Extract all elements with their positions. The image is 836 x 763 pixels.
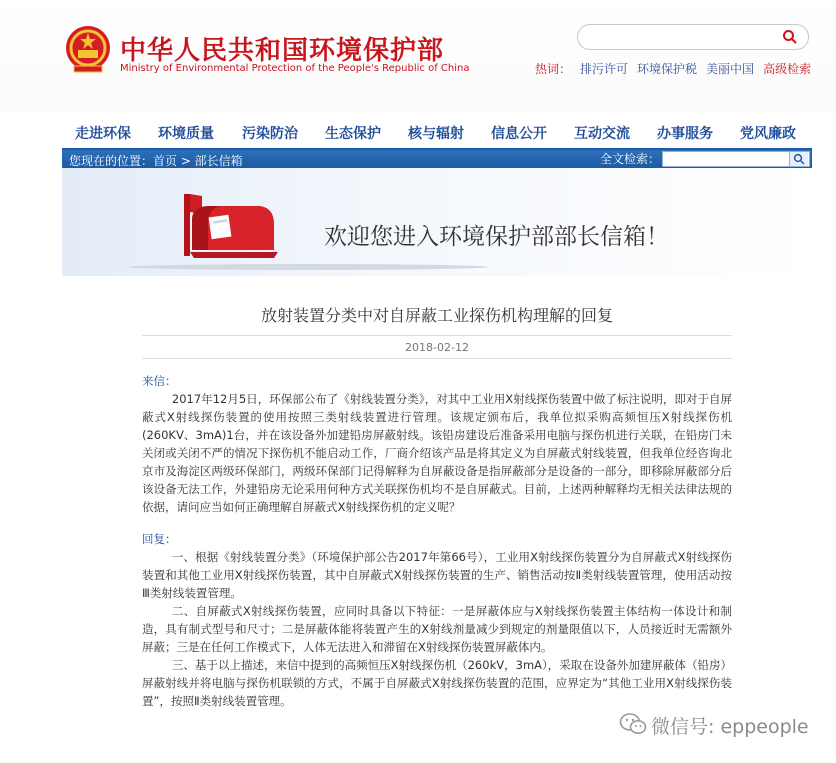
advanced-search-link[interactable]: 高级检索 [763,62,812,76]
hot-link[interactable]: 环境保护税 [637,62,698,76]
site-search [577,24,809,50]
wechat-watermark [619,712,809,740]
nav-item[interactable]: 党风廉政 [740,126,796,142]
site-header [0,0,836,112]
mailbox-banner [62,168,812,276]
reply-paragraph: 三、基于以上描述，来信中提到的高频恒压X射线探伤机（260kV，3mA），采取在设备外加建屏蔽体（铅房）屏蔽射线并将电脑与探伤机联锁的方式，不属于自屏蔽式X射线探伤装置的范围，应界定为“其他工业用X射线探伤装置”，按照Ⅱ类射线装置管理。 [142,658,732,708]
search-icon[interactable] [782,29,798,45]
letter-paragraph: 2017年12月5日，环保部公布了《射线装置分类》，对其中工业用X射线探伤装置中做了标注说明，即对于自屏蔽式X射线探伤装置的使用按照三类射线装置进行管理。该规定颁布后，我单位拟采购高频恒压X射线探伤机(260KV、3mA)1台，并在该设备外加建铅房屏蔽射线。该铅房建设后准备采用电脑与探伤机进行关联，在铅房门未关闭或关闭不严的情况下探伤机不能启动工作，厂商介绍该产品是将其定义为自屏蔽式射线装置，但我单位经咨询北京市及海淀区两级环保部门，两级环保部门记得解释为自屏蔽设备是指屏蔽部分是设备的一部分，即移除屏蔽部分后该设备无法工作，外建铅房无论采用何种方式关联探伤机均不是自屏蔽式。目前，上述两种解释均无相关法律法规的依据，请问应当如何正确理解自屏蔽式X射线探伤机的定义呢？ [142,392,732,514]
reply-heading: 回复： [142,532,177,546]
fulltext-search-box [662,151,810,167]
reply-paragraph: 二、自屏蔽式X射线探伤装置，应同时具备以下特征：一是屏蔽体应与X射线探伤装置主体结构一体设计和制造，具有制式型号和尺寸；二是屏蔽体能将装置产生的X射线剂量减少到规定的剂量限值以下，人员接近时无需额外屏蔽；三是在任何工作模式下，人体无法进入和滞留在X射线探伤装置屏蔽体内。 [142,604,732,654]
watermark-text: 微信号: eppeople [651,716,809,738]
nav-item[interactable]: 信息公开 [491,126,547,142]
nav-item[interactable]: 互动交流 [574,126,630,142]
banner-welcome-text: 欢迎您进入环境保护部部长信箱！ [324,224,669,250]
site-title-en: Ministry of Environmental Protection of the People's Republic of China [120,63,470,74]
hot-link[interactable]: 排污许可 [580,62,629,76]
main-nav [62,119,804,147]
reply-paragraph: 一、根据《射线装置分类》（环境保护部公告2017年第66号），工业用X射线探伤装置分为自屏蔽式X射线探伤装置和其他工业用X射线探伤装置，其中自屏蔽式X射线探伤装置的生产、销售活动按Ⅱ类射线装置管理，使用活动按Ⅲ类射线装置管理。 [142,550,732,600]
article-title: 放射装置分类中对自屏蔽工业探伤机构理解的回复 [260,306,613,325]
nav-item[interactable]: 环境质量 [158,126,214,142]
search-icon [793,153,805,165]
national-emblem-icon[interactable] [64,24,112,76]
nav-item[interactable]: 办事服务 [657,126,713,142]
article-date: 2018-02-12 [405,341,469,354]
nav-item[interactable]: 污染防治 [242,126,298,142]
nav-item[interactable]: 核与辐射 [408,126,464,142]
breadcrumb[interactable]: 您现在的位置：首页 > 部长信箱 [69,154,243,168]
nav-item[interactable]: 走进环保 [75,126,131,142]
site-title-cn[interactable]: 中华人民共和国环境保护部 [120,36,445,66]
fulltext-search-input[interactable] [665,152,755,166]
article-body [142,372,732,710]
wechat-icon [619,712,647,736]
divider [142,335,732,336]
breadcrumb-bar [62,150,812,168]
spacer [142,516,732,530]
fulltext-search-label: 全文检索： [600,152,661,166]
search-input[interactable] [590,28,774,46]
mailbox-icon [170,186,280,271]
divider [142,358,732,359]
letter-heading: 来信： [142,374,177,388]
fulltext-search-button[interactable] [789,152,808,166]
hot-words [535,60,820,77]
nav-item[interactable]: 生态保护 [325,126,381,142]
hot-words-label: 热词： [535,62,572,76]
hot-link[interactable]: 美丽中国 [706,62,755,76]
